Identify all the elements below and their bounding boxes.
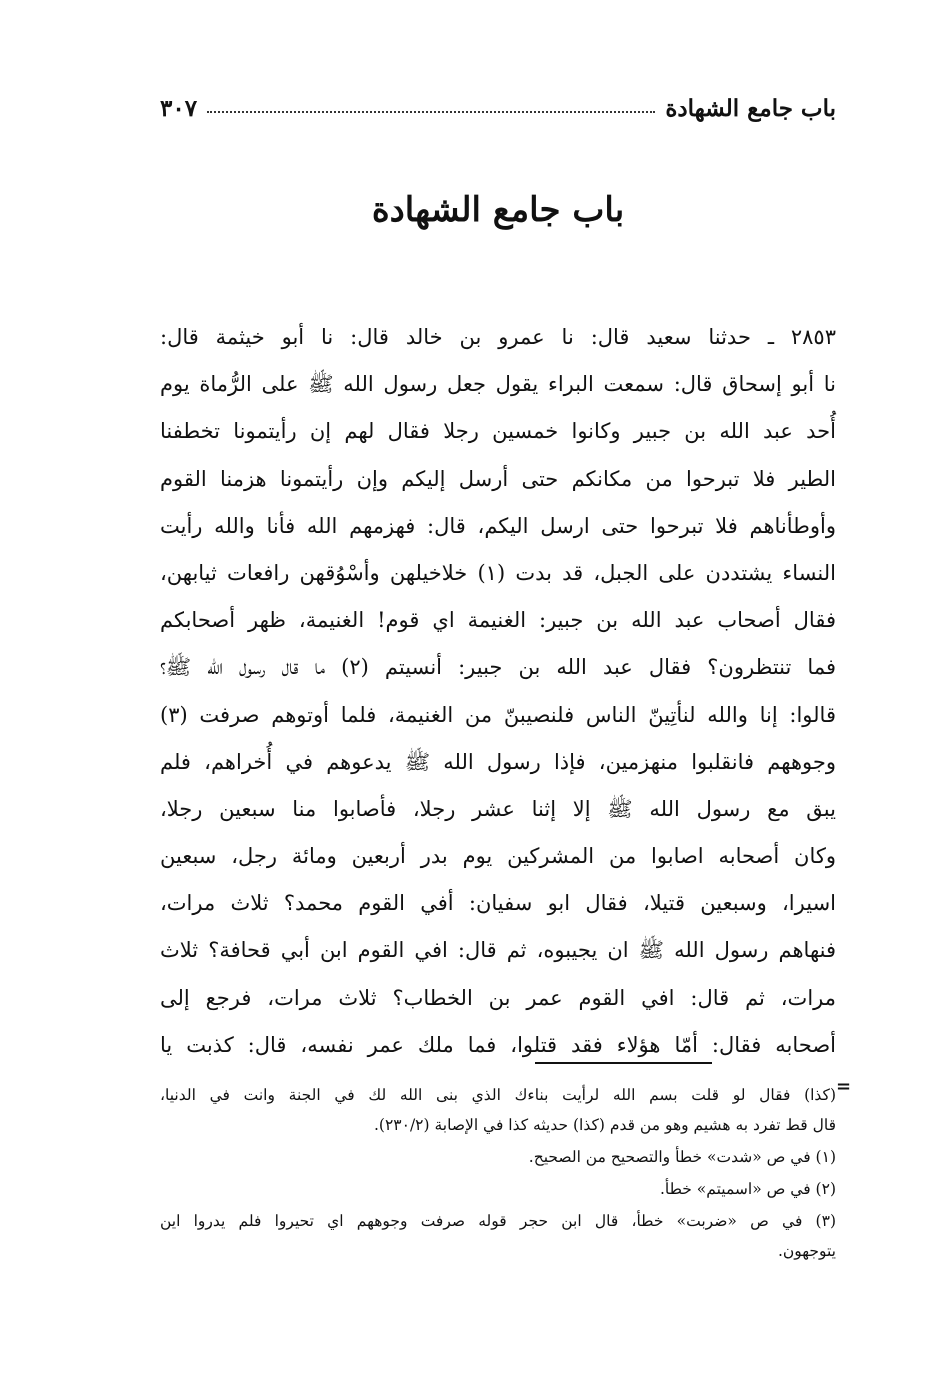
- body-line: مرات، ثم قال: افي القوم عمر بن الخطاب؟ ثلاث مرات، فرجع إلى: [160, 985, 836, 1010]
- body-line: فما تنتظرون؟ فقال عبد الله بن جبير: أنسيتم (٢) ما قال رسول الله ﷺ؟: [160, 655, 836, 680]
- footnote-separator: [535, 1062, 712, 1064]
- body-line: نا أبو إسحاق قال: سمعت البراء يقول جعل رسول الله ﷺ على الرُّماة يوم: [160, 372, 836, 397]
- body-line: وجوههم فانقلبوا منهزمين، فإذا رسول الله ﷺ يدعوهم في أُخراهم، فلم: [160, 749, 836, 774]
- body-line: قالوا: إنا والله لنأتِينّ الناس فلنصيبنّ من الغنيمة، فلما أوتوهم صرفت (٣): [160, 702, 836, 727]
- body-text: [160, 314, 836, 1069]
- footnote-line: قال قط تفرد به هشيم وهو من قدم (كذا) حديثه كذا في الإصابة (٢٣٠/٢).: [373, 1116, 836, 1134]
- body-line: النساء يشتددن على الجبل، قد بدت (١) خلاخيلهن وأسْوُقهن رافعات ثيابهن،: [160, 560, 836, 585]
- body-line: ٢٨٥٣ ـ حدثنا سعيد قال: نا عمرو بن خالد قال: نا أبو خيثمة قال:: [160, 325, 836, 349]
- body-line: فقال أصحاب عبد الله بن جبير: الغنيمة اي قوم! الغنيمة، ظهر أصحابكم: [160, 608, 836, 633]
- footnote-2: (٢) في ص «اسميتم» خطأ.: [659, 1180, 836, 1198]
- footnotes: [160, 1080, 836, 1266]
- margin-mark: =: [836, 1076, 852, 1097]
- header-dotted-leader: [207, 111, 655, 113]
- body-line: أصحابه فقال: أمّا هؤلاء فقد قتلوا، فما ملك عمر نفسه، قال: كذبت يا: [160, 1032, 836, 1057]
- body-line: أُحد عبد الله بن جبير وكانوا خمسين رجلا فقال لهم إن رأيتمونا تخطفنا: [160, 419, 836, 444]
- body-line: وأوطأناهم فلا تبرحوا حتى ارسل اليكم، قال: فهزمهم الله فأنا والله رأيت: [160, 513, 836, 538]
- running-title: باب جامع الشهادة: [665, 94, 836, 122]
- page-number: ٣٠٧: [160, 94, 198, 122]
- footnote-line: يتوجهون.: [777, 1242, 836, 1260]
- body-line: فنهاهم رسول الله ﷺ ان يجيبوه، ثم قال: افي القوم ابن أبي قحافة؟ ثلاث: [160, 938, 836, 963]
- footnote-3: (٣) في ص «ضربت» خطأ، قال ابن حجر قوله صرفت وجوههم اي تحيروا فلم يدروا اين: [160, 1212, 836, 1230]
- body-line: وكان أصحابه اصابوا من المشركين يوم بدر أربعين ومائة رجل، سبعين: [160, 844, 836, 869]
- footnote-1: (١) في ص «شدت» خطأ والتصحيح من الصحيح.: [528, 1148, 836, 1166]
- footnote-line: (كذا) فقال لو قلت بسم الله لرأيت بناءك الذي بنى الله لك في الجنة وانت في الدنيا،: [160, 1086, 836, 1104]
- chapter-title: باب جامع الشهادة: [371, 190, 625, 230]
- body-line: يبق مع رسول الله ﷺ إلا إثنا عشر رجلا، فأصابوا منا سبعين رجلا،: [160, 796, 836, 821]
- body-line: الطير فلا تبرحوا من مكانكم حتى أرسل إليكم وإن رأيتمونا هزمنا القوم: [160, 466, 836, 491]
- body-line: اسيرا، وسبعين قتيلا، فقال ابو سفيان: أفي القوم محمد؟ ثلاث مرات،: [160, 891, 836, 916]
- running-header: [160, 88, 836, 128]
